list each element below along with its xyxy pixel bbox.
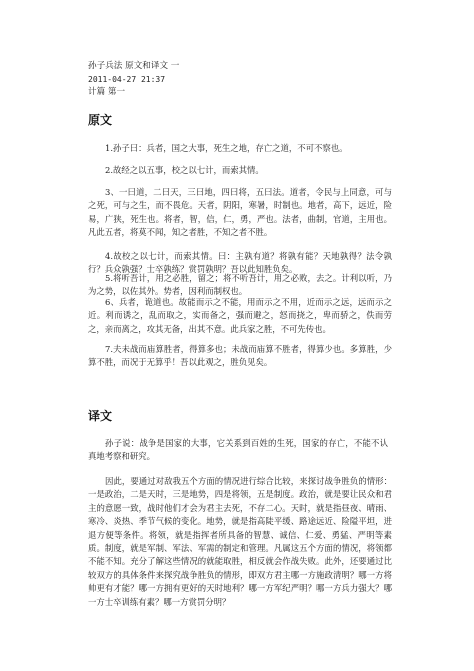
original-paragraph-7: 7.夫未战而庙算胜者，得算多也；未战而庙算不胜者，得算少也。多算胜，少算不胜，而况于无算乎！吾以此观之，胜负见矣。 (88, 344, 392, 368)
translation-paragraph-1: 孙子说：战争是国家的大事，它关系到百姓的生死，国家的存亡，不能不认真地考察和研究。 (88, 438, 388, 462)
original-text-heading: 原文 (88, 113, 113, 127)
translation-paragraph-2: 因此，要通过对敌我五个方面的情况进行综合比较，来探讨战争胜负的情形：一是政治，二是天时，三是地势，四是将领，五是制度。政治，就是要让民众和君主的意愿一致，战时他们才会为君主去死，不存二心。天时，就是指昼夜、晴雨、寒冷、炎热、季节气候的变化。地势，就是指高陡平缓、路途远近、险隘平坦，进退方便等条件。将领，就是指挥者所具备的智慧、诚信、仁爱、勇猛、严明等素质。制度，就是军制、军法、军需的制定和管理。凡属这五个方面的情况，将领都不能不知。充分了解这些情况的就能取胜，相反就会作战失败。此外，还要通过比较双方的具体条件来探究战争胜负的情形，即双方君主哪一方施政清明？哪一方将帅更有才能？哪一方拥有更好的天时地利？哪一方军纪严明？哪一方兵力强大？哪一方士卒训练有素？哪一方赏罚分明？ (88, 476, 392, 607)
original-paragraph-6: 6、兵者，诡道也。故能而示之不能，用而示之不用，近而示之远，远而示之近。利而诱之，乱而取之，实而备之，强而避之，怒而挠之，卑而骄之，佚而劳之，亲而离之，攻其无备，出其不意。此兵家之胜，不可先传也。 (88, 297, 392, 334)
post-timestamp: 2011-04-27 21:37 (88, 75, 166, 84)
translation-heading: 译文 (88, 409, 113, 423)
original-paragraph-3: 3、一曰道，二曰天，三曰地，四曰将，五曰法。道者，令民与上同意，可与之死，可与之生，而不畏危。天者，阴阳，寒暑，时制也。地者，高下，远近，险易，广狭，死生也。将者，智，信，仁，勇，严也。法者，曲制，官道，主用也。凡此五者，将莫不闻，知之者胜，不知之者不胜。 (88, 187, 392, 238)
chapter-title: 计篇 第一 (88, 87, 126, 97)
document-page (88, 0, 398, 671)
post-title: 孙子兵法 原文和译文 一 (88, 61, 180, 71)
original-paragraph-4: 4.故校之以七计，而索其情。曰：主孰有道？将孰有能？天地孰得？法令孰行？兵众孰强？士卒孰练？赏罚孰明？吾以此知胜负矣。 (88, 251, 392, 275)
original-paragraph-1: 1.孙子曰：兵者，国之大事，死生之地，存亡之道，不可不察也。 (105, 143, 348, 153)
original-paragraph-2: 2.故经之以五事，校之以七计，而索其情。 (105, 165, 264, 175)
original-paragraph-5: 5.将听吾计，用之必胜，留之；将不听吾计，用之必败，去之。计利以听，乃为之势，以佐其外。势者，因利而制权也。 (88, 273, 392, 297)
